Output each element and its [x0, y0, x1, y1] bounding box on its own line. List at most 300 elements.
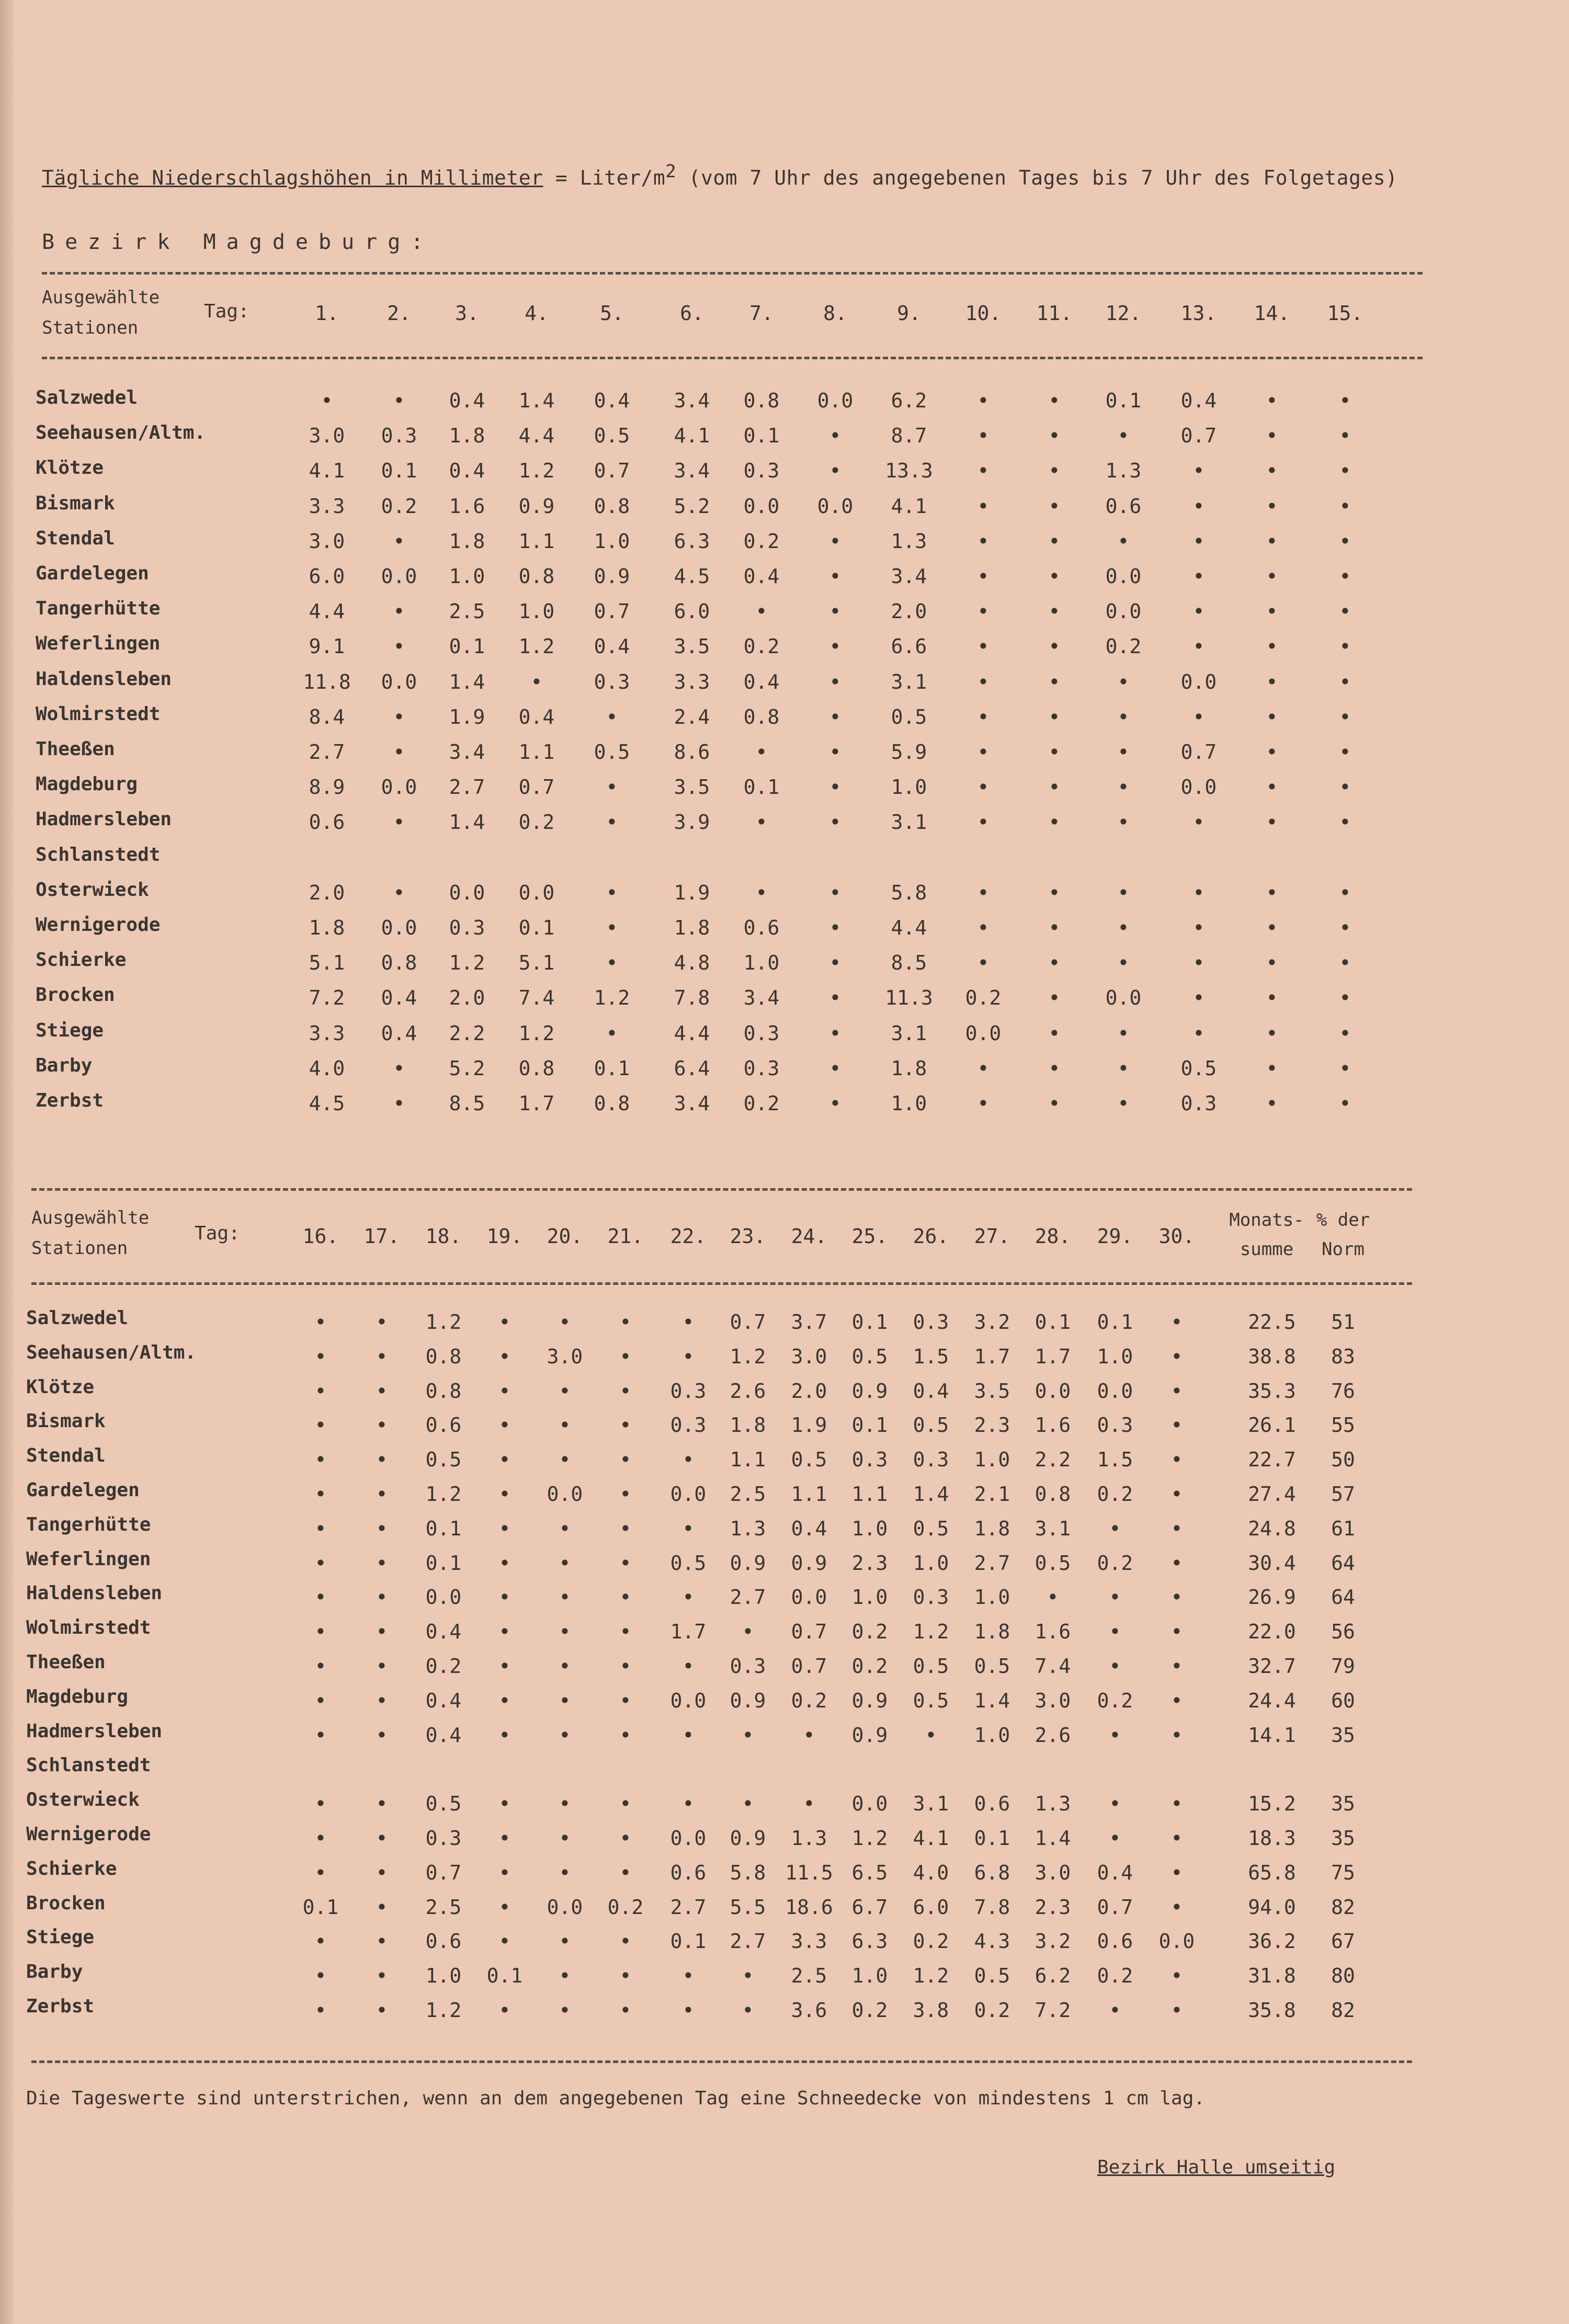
- station-name: Osterwieck: [36, 879, 149, 901]
- value-cell: •: [559, 1448, 571, 1472]
- value-cell: •: [498, 1792, 511, 1816]
- value-cell: •: [1266, 1056, 1278, 1080]
- value-cell: •: [1117, 776, 1130, 799]
- value-cell: •: [977, 1092, 990, 1115]
- value-cell: 0.4: [743, 565, 780, 588]
- value-cell: 3.0: [309, 424, 345, 448]
- value-cell: 2.0: [309, 881, 345, 904]
- day-header: 13.: [1180, 302, 1217, 325]
- value-cell: 1.2: [425, 1999, 462, 2022]
- value-cell: 8.7: [891, 424, 927, 448]
- value-cell: •: [1339, 389, 1351, 412]
- value-cell: 0.2: [1097, 1551, 1133, 1575]
- value-cell: 2.7: [309, 741, 345, 764]
- value-cell: •: [1109, 1655, 1121, 1678]
- station-name: Salzwedel: [36, 387, 138, 408]
- value-cell: 3.3: [674, 670, 710, 693]
- value-cell: 0.3: [730, 1655, 766, 1678]
- value-cell: 0.1: [670, 1930, 707, 1953]
- value-cell: 1.1: [730, 1448, 766, 1472]
- value-cell: •: [1117, 916, 1130, 939]
- value-cell: 2.0: [791, 1379, 827, 1403]
- value-cell: 0.0: [1158, 1930, 1195, 1953]
- percent-norm-cell: 83: [1331, 1345, 1355, 1368]
- value-cell: 0.3: [913, 1586, 949, 1609]
- value-cell: •: [1109, 1827, 1121, 1850]
- value-cell: 0.2: [791, 1689, 827, 1712]
- value-cell: •: [1339, 670, 1351, 693]
- value-cell: •: [1266, 565, 1278, 588]
- value-cell: 0.0: [743, 494, 780, 518]
- value-cell: 0.5: [974, 1655, 1010, 1678]
- tag-label: Tag:: [204, 301, 249, 322]
- value-cell: •: [742, 1792, 754, 1816]
- value-cell: 0.5: [913, 1414, 949, 1437]
- value-cell: 3.1: [891, 1021, 927, 1045]
- value-cell: •: [1266, 424, 1278, 448]
- station-name: Schlanstedt: [36, 844, 161, 865]
- value-cell: 0.2: [1097, 1964, 1133, 1988]
- value-cell: 1.6: [449, 494, 485, 518]
- value-cell: •: [619, 1311, 632, 1334]
- day-header: 21.: [607, 1225, 644, 1248]
- monthly-sum-cell: 26.9: [1248, 1586, 1296, 1609]
- value-cell: 1.0: [913, 1551, 949, 1575]
- value-cell: 1.2: [518, 1021, 555, 1045]
- station-name: Bismark: [36, 492, 115, 514]
- value-cell: •: [977, 811, 990, 834]
- value-cell: 4.4: [518, 424, 555, 448]
- value-cell: 0.3: [913, 1448, 949, 1472]
- value-cell: •: [1048, 565, 1061, 588]
- table-1-top-rule: [42, 272, 1423, 275]
- value-cell: 3.5: [674, 635, 710, 658]
- value-cell: 6.0: [309, 565, 345, 588]
- value-cell: •: [498, 1517, 511, 1540]
- station-name: Seehausen/Altm.: [26, 1341, 197, 1363]
- title-suffix: (vom 7 Uhr des angegebenen Tages bis 7 Uhr des Folgetages): [676, 166, 1398, 189]
- value-cell: 6.8: [974, 1861, 1010, 1884]
- value-cell: •: [619, 1964, 632, 1988]
- value-cell: •: [1170, 1345, 1183, 1368]
- value-cell: 1.1: [851, 1483, 888, 1506]
- value-cell: •: [682, 1655, 695, 1678]
- value-cell: •: [1339, 494, 1351, 518]
- value-cell: •: [606, 951, 618, 975]
- value-cell: 0.2: [607, 1895, 644, 1919]
- value-cell: 0.3: [743, 1056, 780, 1080]
- value-cell: 0.0: [381, 916, 417, 939]
- value-cell: •: [1266, 494, 1278, 518]
- percent-norm-cell: 80: [1331, 1964, 1355, 1988]
- value-cell: •: [559, 1311, 571, 1334]
- value-cell: •: [376, 1999, 388, 2022]
- value-cell: 0.4: [518, 705, 555, 728]
- value-cell: •: [314, 1379, 327, 1403]
- value-cell: •: [559, 1999, 571, 2022]
- value-cell: 0.8: [743, 389, 780, 412]
- value-cell: •: [925, 1723, 937, 1747]
- monthly-sum-cell: 94.0: [1248, 1895, 1296, 1919]
- day-header: 24.: [791, 1225, 827, 1248]
- value-cell: •: [1048, 916, 1061, 939]
- value-cell: 4.4: [309, 600, 345, 623]
- header-percent-norm: % der Norm: [1316, 1210, 1370, 1260]
- station-name: Osterwieck: [26, 1789, 140, 1811]
- value-cell: 0.1: [594, 1056, 630, 1080]
- value-cell: •: [755, 881, 768, 904]
- value-cell: •: [1266, 1021, 1278, 1045]
- value-cell: 0.1: [425, 1517, 462, 1540]
- value-cell: 7.4: [1034, 1655, 1071, 1678]
- value-cell: 0.5: [913, 1689, 949, 1712]
- value-cell: 0.3: [913, 1311, 949, 1334]
- value-cell: 3.4: [449, 741, 485, 764]
- value-cell: •: [1170, 1827, 1183, 1850]
- value-cell: 1.1: [518, 529, 555, 553]
- value-cell: 0.1: [1034, 1311, 1071, 1334]
- value-cell: 0.7: [1180, 741, 1217, 764]
- station-name: Weferlingen: [36, 633, 161, 655]
- value-cell: •: [1048, 635, 1061, 658]
- value-cell: 0.6: [1105, 494, 1142, 518]
- value-cell: 1.2: [449, 951, 485, 975]
- value-cell: 1.2: [730, 1345, 766, 1368]
- value-cell: 1.0: [743, 951, 780, 975]
- day-header: 19.: [486, 1225, 523, 1248]
- station-name: Stendal: [36, 527, 115, 549]
- value-cell: 4.1: [674, 424, 710, 448]
- value-cell: 1.8: [974, 1517, 1010, 1540]
- value-cell: •: [1048, 1056, 1061, 1080]
- value-cell: 0.0: [791, 1586, 827, 1609]
- value-cell: 0.7: [730, 1311, 766, 1334]
- value-cell: 0.2: [743, 529, 780, 553]
- station-name: Klötze: [26, 1376, 95, 1398]
- value-cell: 0.5: [594, 424, 630, 448]
- value-cell: 0.3: [743, 459, 780, 483]
- value-cell: 5.8: [730, 1861, 766, 1884]
- day-header: 16.: [302, 1225, 339, 1248]
- value-cell: •: [393, 705, 405, 728]
- monthly-sum-cell: 22.5: [1248, 1311, 1296, 1334]
- value-cell: 0.8: [594, 1092, 630, 1115]
- value-cell: •: [977, 951, 990, 975]
- value-cell: 6.3: [851, 1930, 888, 1953]
- day-header: 15.: [1327, 302, 1363, 325]
- value-cell: 2.7: [670, 1895, 707, 1919]
- value-cell: 4.0: [913, 1861, 949, 1884]
- value-cell: 0.8: [1034, 1483, 1071, 1506]
- value-cell: •: [977, 459, 990, 483]
- value-cell: •: [559, 1827, 571, 1850]
- value-cell: 0.9: [851, 1689, 888, 1712]
- value-cell: 1.8: [449, 529, 485, 553]
- value-cell: •: [321, 389, 333, 412]
- value-cell: •: [1339, 565, 1351, 588]
- value-cell: 3.0: [1034, 1861, 1071, 1884]
- value-cell: •: [977, 494, 990, 518]
- day-header: 1.: [315, 302, 339, 325]
- value-cell: 0.3: [1097, 1414, 1133, 1437]
- value-cell: 0.0: [449, 881, 485, 904]
- value-cell: 3.8: [913, 1999, 949, 2022]
- table-2-bottom-rule: [31, 2060, 1412, 2063]
- value-cell: •: [1170, 1311, 1183, 1334]
- value-cell: 0.0: [518, 881, 555, 904]
- station-name: Magdeburg: [26, 1685, 129, 1707]
- value-cell: •: [498, 1723, 511, 1747]
- value-cell: 3.0: [1034, 1689, 1071, 1712]
- station-name: Zerbst: [26, 1996, 95, 2017]
- station-name: Haldensleben: [36, 668, 172, 690]
- day-header: 25.: [851, 1225, 888, 1248]
- value-cell: 1.4: [974, 1689, 1010, 1712]
- value-cell: 1.4: [449, 811, 485, 834]
- value-cell: •: [1266, 459, 1278, 483]
- value-cell: •: [1170, 1551, 1183, 1575]
- value-cell: 0.0: [1097, 1379, 1133, 1403]
- value-cell: •: [559, 1723, 571, 1747]
- value-cell: 2.1: [974, 1483, 1010, 1506]
- value-cell: •: [314, 1483, 327, 1506]
- value-cell: 0.3: [381, 424, 417, 448]
- value-cell: •: [829, 1056, 842, 1080]
- value-cell: •: [393, 600, 405, 623]
- value-cell: •: [619, 1723, 632, 1747]
- value-cell: 3.0: [309, 529, 345, 553]
- value-cell: •: [619, 1792, 632, 1816]
- station-name: Hadmersleben: [36, 808, 172, 830]
- value-cell: •: [829, 881, 842, 904]
- value-cell: 5.5: [730, 1895, 766, 1919]
- value-cell: •: [1339, 881, 1351, 904]
- value-cell: 0.0: [381, 670, 417, 693]
- value-cell: •: [498, 1999, 511, 2022]
- value-cell: •: [829, 459, 842, 483]
- value-cell: 1.0: [449, 565, 485, 588]
- value-cell: 0.2: [1105, 635, 1142, 658]
- value-cell: •: [376, 1345, 388, 1368]
- value-cell: 0.2: [851, 1655, 888, 1678]
- value-cell: 3.2: [974, 1311, 1010, 1334]
- value-cell: 5.2: [674, 494, 710, 518]
- value-cell: 0.6: [743, 916, 780, 939]
- value-cell: •: [742, 1964, 754, 1988]
- value-cell: •: [1266, 600, 1278, 623]
- value-cell: •: [1048, 670, 1061, 693]
- value-cell: •: [559, 1517, 571, 1540]
- value-cell: 3.0: [791, 1345, 827, 1368]
- monthly-sum-cell: 24.4: [1248, 1689, 1296, 1712]
- value-cell: •: [1048, 1092, 1061, 1115]
- value-cell: •: [376, 1311, 388, 1334]
- value-cell: •: [1192, 635, 1205, 658]
- value-cell: 0.6: [425, 1930, 462, 1953]
- value-cell: 0.4: [381, 1021, 417, 1045]
- value-cell: •: [1266, 951, 1278, 975]
- value-cell: •: [682, 1448, 695, 1472]
- value-cell: •: [619, 1999, 632, 2022]
- value-cell: •: [1192, 600, 1205, 623]
- value-cell: •: [1048, 389, 1061, 412]
- value-cell: •: [498, 1379, 511, 1403]
- value-cell: 1.3: [1034, 1792, 1071, 1816]
- value-cell: 0.4: [425, 1689, 462, 1712]
- monthly-sum-cell: 30.4: [1248, 1551, 1296, 1575]
- value-cell: •: [530, 670, 543, 693]
- value-cell: •: [1117, 705, 1130, 728]
- value-cell: •: [606, 776, 618, 799]
- day-header: 4.: [525, 302, 549, 325]
- value-cell: 1.1: [791, 1483, 827, 1506]
- station-name: Barby: [26, 1961, 83, 1983]
- value-cell: •: [829, 529, 842, 553]
- value-cell: 1.7: [670, 1620, 707, 1644]
- value-cell: •: [1339, 986, 1351, 1010]
- value-cell: 3.1: [891, 811, 927, 834]
- value-cell: 0.2: [743, 635, 780, 658]
- value-cell: •: [619, 1930, 632, 1953]
- value-cell: 2.6: [1034, 1723, 1071, 1747]
- value-cell: 0.4: [594, 635, 630, 658]
- value-cell: •: [1339, 635, 1351, 658]
- value-cell: •: [1170, 1723, 1183, 1747]
- value-cell: •: [314, 1586, 327, 1609]
- station-name: Haldensleben: [26, 1582, 163, 1604]
- value-cell: •: [829, 741, 842, 764]
- monthly-sum-cell: 31.8: [1248, 1964, 1296, 1988]
- value-cell: 1.0: [1097, 1345, 1133, 1368]
- day-header: 5.: [600, 302, 624, 325]
- value-cell: •: [1339, 1056, 1351, 1080]
- value-cell: 1.0: [518, 600, 555, 623]
- value-cell: •: [1266, 1092, 1278, 1115]
- value-cell: •: [1339, 459, 1351, 483]
- value-cell: •: [1192, 951, 1205, 975]
- station-name: Schierke: [26, 1858, 117, 1879]
- value-cell: 1.2: [518, 459, 555, 483]
- value-cell: •: [393, 741, 405, 764]
- value-cell: •: [1192, 705, 1205, 728]
- value-cell: 11.5: [785, 1861, 833, 1884]
- value-cell: 0.3: [449, 916, 485, 939]
- value-cell: •: [376, 1414, 388, 1437]
- value-cell: •: [682, 1586, 695, 1609]
- value-cell: 2.5: [425, 1895, 462, 1919]
- value-cell: 1.4: [913, 1483, 949, 1506]
- value-cell: 2.4: [674, 705, 710, 728]
- percent-norm-cell: 35: [1331, 1827, 1355, 1850]
- value-cell: 1.0: [891, 776, 927, 799]
- value-cell: •: [1339, 1092, 1351, 1115]
- value-cell: •: [619, 1586, 632, 1609]
- percent-norm-cell: 64: [1331, 1586, 1355, 1609]
- monthly-sum-cell: 36.2: [1248, 1930, 1296, 1953]
- value-cell: •: [1266, 389, 1278, 412]
- value-cell: 3.1: [1034, 1517, 1071, 1540]
- column-header-stations: Ausgewählte Stationen: [42, 287, 160, 338]
- value-cell: 0.7: [594, 459, 630, 483]
- value-cell: 0.5: [791, 1448, 827, 1472]
- value-cell: 4.1: [309, 459, 345, 483]
- value-cell: •: [1339, 529, 1351, 553]
- value-cell: 0.9: [730, 1689, 766, 1712]
- value-cell: 1.0: [851, 1517, 888, 1540]
- value-cell: 3.4: [891, 565, 927, 588]
- day-header: 28.: [1034, 1225, 1071, 1248]
- value-cell: •: [1117, 1056, 1130, 1080]
- column-header-stations: Ausgewählte Stationen: [31, 1207, 150, 1259]
- value-cell: •: [829, 811, 842, 834]
- value-cell: •: [1117, 529, 1130, 553]
- value-cell: 0.0: [425, 1586, 462, 1609]
- value-cell: •: [829, 986, 842, 1010]
- value-cell: 2.0: [449, 986, 485, 1010]
- value-cell: 0.4: [791, 1517, 827, 1540]
- value-cell: •: [498, 1861, 511, 1884]
- value-cell: 1.5: [913, 1345, 949, 1368]
- value-cell: •: [1048, 881, 1061, 904]
- value-cell: 0.8: [381, 951, 417, 975]
- value-cell: 2.0: [891, 600, 927, 623]
- value-cell: 0.0: [1034, 1379, 1071, 1403]
- value-cell: •: [606, 811, 618, 834]
- value-cell: 0.6: [670, 1861, 707, 1884]
- value-cell: 0.2: [1097, 1689, 1133, 1712]
- value-cell: •: [393, 811, 405, 834]
- value-cell: 3.0: [547, 1345, 583, 1368]
- value-cell: •: [1339, 951, 1351, 975]
- value-cell: •: [1170, 1620, 1183, 1644]
- value-cell: •: [1170, 1689, 1183, 1712]
- station-name: Brocken: [26, 1892, 106, 1914]
- value-cell: •: [619, 1448, 632, 1472]
- value-cell: •: [1266, 776, 1278, 799]
- value-cell: •: [393, 1056, 405, 1080]
- value-cell: 6.0: [913, 1895, 949, 1919]
- value-cell: 0.1: [743, 424, 780, 448]
- value-cell: 2.7: [974, 1551, 1010, 1575]
- value-cell: 0.9: [518, 494, 555, 518]
- station-name: Weferlingen: [26, 1548, 151, 1570]
- footnote: Die Tageswerte sind unterstrichen, wenn an dem angegebenen Tag eine Schneedecke von mindestens 1 cm lag.: [26, 2088, 1206, 2109]
- percent-norm-cell: 82: [1331, 1895, 1355, 1919]
- value-cell: •: [606, 1021, 618, 1045]
- value-cell: •: [314, 1620, 327, 1644]
- value-cell: 0.1: [302, 1895, 339, 1919]
- percent-norm-cell: 35: [1331, 1792, 1355, 1816]
- value-cell: 0.3: [743, 1021, 780, 1045]
- value-cell: 0.6: [309, 811, 345, 834]
- value-cell: 3.6: [791, 1999, 827, 2022]
- value-cell: •: [1192, 529, 1205, 553]
- value-cell: 0.1: [1105, 389, 1142, 412]
- value-cell: 0.2: [743, 1092, 780, 1115]
- value-cell: •: [829, 635, 842, 658]
- value-cell: •: [619, 1379, 632, 1403]
- value-cell: 1.2: [594, 986, 630, 1010]
- value-cell: •: [829, 670, 842, 693]
- value-cell: 1.2: [425, 1483, 462, 1506]
- value-cell: 0.4: [913, 1379, 949, 1403]
- value-cell: 11.3: [885, 986, 933, 1010]
- station-name: Salzwedel: [26, 1307, 129, 1329]
- station-name: Klötze: [36, 457, 104, 479]
- value-cell: •: [977, 565, 990, 588]
- value-cell: •: [393, 881, 405, 904]
- value-cell: •: [803, 1792, 815, 1816]
